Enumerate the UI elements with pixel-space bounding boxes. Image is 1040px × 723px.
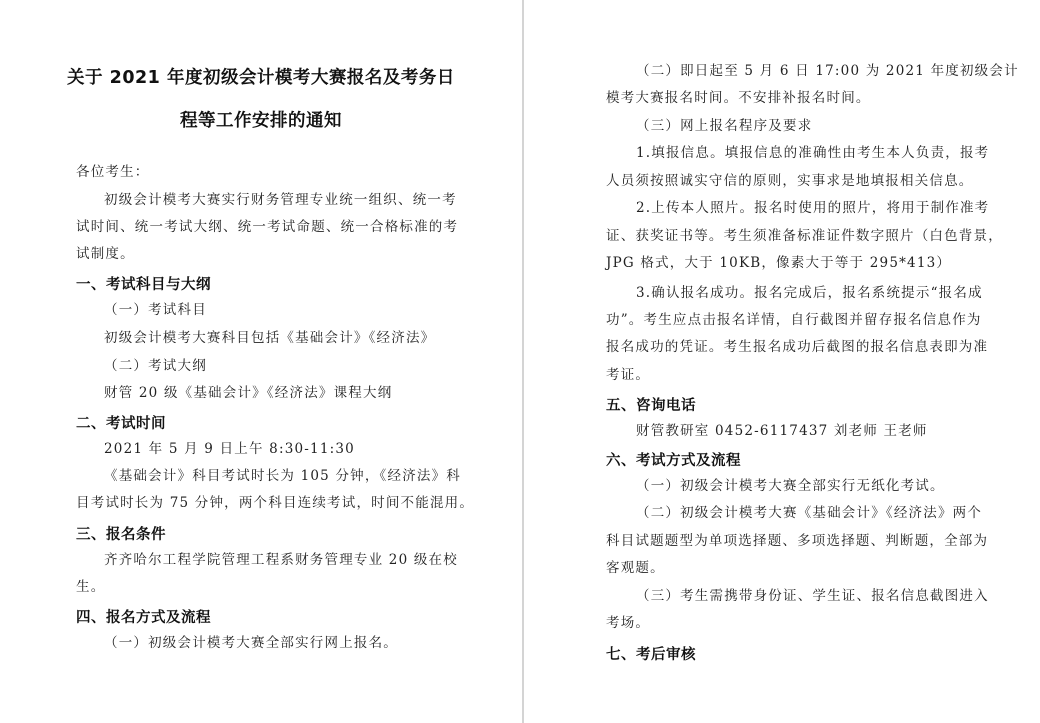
paragraph-line: 生。	[76, 579, 106, 595]
paragraph-line: 1.填报信息。填报信息的准确性由考生本人负责，报考	[636, 145, 990, 161]
subsection-title: （三）网上报名程序及要求	[636, 118, 813, 134]
paragraph-line: 2.上传本人照片。报名时使用的照片，将用于制作准考	[636, 200, 990, 216]
salutation: 各位考生：	[76, 164, 150, 180]
paragraph-line: 财管 20 级《基础会计》《经济法》课程大纲	[104, 385, 393, 401]
paragraph-line: （一）初级会计模考大赛全部实行无纸化考试。	[636, 478, 945, 494]
section-heading: 二、考试时间	[76, 416, 166, 432]
paragraph-line: 模考大赛报名时间。不安排补报名时间。	[606, 90, 871, 106]
paragraph-line: （三）考生需携带身份证、学生证、报名信息截图进入	[636, 588, 989, 604]
paragraph-line: （二）初级会计模考大赛《基础会计》《经济法》两个	[636, 505, 983, 521]
paragraph-line: 证、获奖证书等。考生须准备标准证件数字照片（白色背景，	[606, 228, 1003, 244]
paragraph-line: 客观题。	[606, 560, 665, 576]
paragraph-line: 齐齐哈尔工程学院管理工程系财务管理专业 20 级在校	[104, 552, 458, 568]
section-heading: 四、报名方式及流程	[76, 610, 211, 626]
contact-phone: 财管教研室 0452-6117437 刘老师 王老师	[636, 423, 928, 439]
paragraph-line: 报名成功的凭证。考生报名成功后截图的报名信息表即为准	[606, 339, 989, 355]
paragraph-line: 考证。	[606, 367, 651, 383]
section-heading: 六、考试方式及流程	[606, 453, 741, 469]
paragraph-line: 《基础会计》科目考试时长为 105 分钟，《经济法》科	[104, 468, 461, 484]
paragraph-line: 考场。	[606, 615, 651, 631]
subsection-title: （一）考试科目	[104, 302, 207, 318]
exam-time: 2021 年 5 月 9 日上午 8:30-11:30	[104, 441, 355, 457]
paragraph-line: 3.确认报名成功。报名完成后，报名系统提示“报名成	[636, 285, 983, 301]
paragraph-line: JPG 格式，大于 10KB，像素大于等于 295*413）	[606, 255, 952, 271]
intro-line: 试制度。	[76, 246, 135, 262]
section-heading: 七、考后审核	[606, 647, 696, 663]
paragraph-line: 目考试时长为 75 分钟，两个科目连续考试，时间不能混用。	[76, 495, 475, 511]
paragraph-line: （二）即日起至 5 月 6 日 17:00 为 2021 年度初级会计	[636, 63, 1019, 79]
paragraph-line: 初级会计模考大赛科目包括《基础会计》《经济法》	[104, 330, 436, 346]
paragraph-line: 功”。考生应点击报名详情，自行截图并留存报名信息作为	[606, 312, 982, 328]
notice-title-line-1: 关于 2021 年度初级会计模考大赛报名及考务日	[67, 68, 455, 88]
paragraph-line: （一）初级会计模考大赛全部实行网上报名。	[104, 635, 398, 651]
section-heading: 五、咨询电话	[606, 398, 696, 414]
section-heading: 一、考试科目与大纲	[76, 277, 211, 293]
intro-line: 试时间、统一考试大纲、统一考试命题、统一合格标准的考	[76, 219, 459, 235]
section-heading: 三、报名条件	[76, 527, 166, 543]
notice-title-line-2: 程等工作安排的通知	[180, 111, 342, 131]
page-divider	[522, 0, 524, 723]
intro-line: 初级会计模考大赛实行财务管理专业统一组织、统一考	[104, 192, 457, 208]
paragraph-line: 科目试题题型为单项选择题、多项选择题、判断题，全部为	[606, 533, 989, 549]
paragraph-line: 人员须按照诚实守信的原则，实事求是地填报相关信息。	[606, 173, 974, 189]
subsection-title: （二）考试大纲	[104, 358, 207, 374]
